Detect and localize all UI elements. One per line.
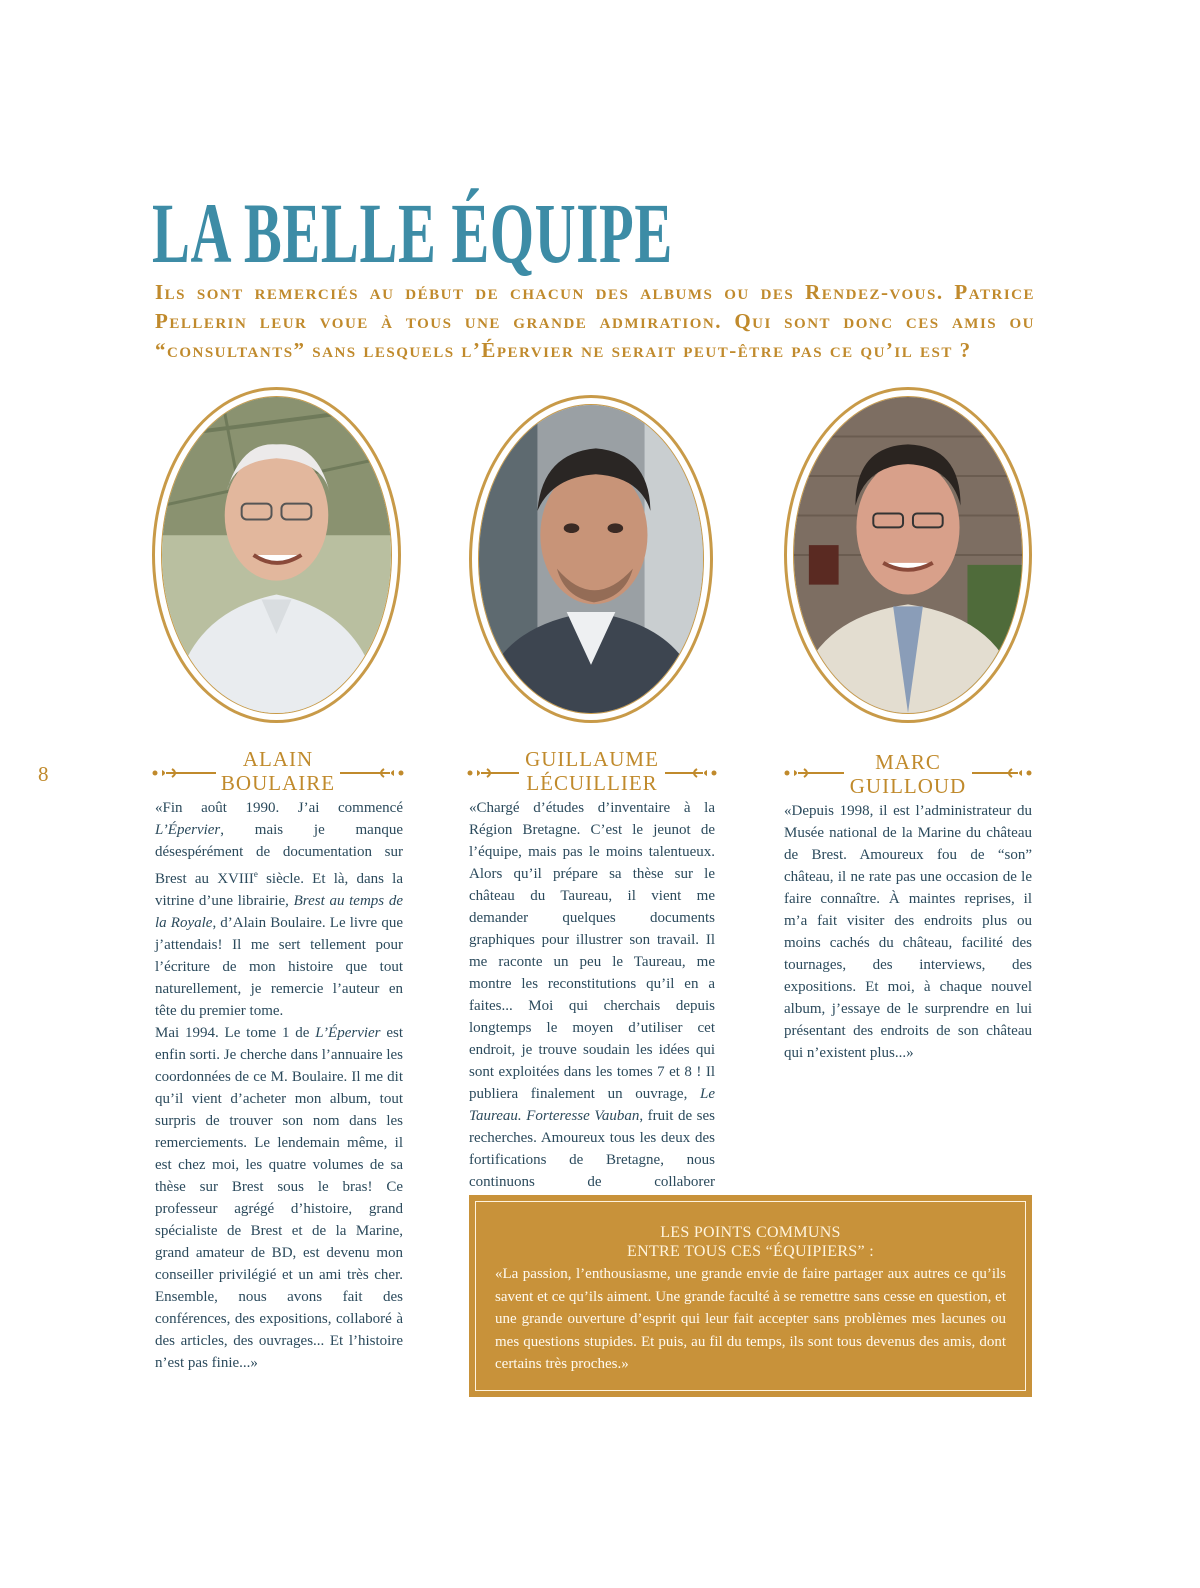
ornament-left-2 [467, 766, 519, 780]
quote-paragraph-1: «Fin août 1990. J’ai commencé L’Épervier, mais je manque désespérément de documentation sur Brest au XVIIIe siècle. Et là, dans la vitrine d’une librairie, Brest au temps de la Royale, d’Alain Boulaire. Le livre que j’attendais! Il me sert tellement pour l’écriture de mon histoire que tout naturellement, je remercie l’auteur en tête du premier tome. [155, 800, 403, 1019]
page-number: 8 [38, 762, 49, 786]
ornament-right-3 [972, 766, 1032, 780]
last-name: BOULAIRE [220, 771, 336, 795]
paragraph-marc-guilloud [784, 800, 1032, 1064]
portrait-alain-boulaire [152, 387, 401, 723]
portrait-marc-guilloud [784, 387, 1032, 723]
portrait-guillaume-lecuillier [469, 395, 713, 723]
last-name: GUILLOUD [849, 774, 967, 798]
ornament-left-3 [784, 766, 844, 780]
paragraph-guillaume-lecuillier [469, 797, 715, 1215]
first-name: MARC [875, 750, 941, 774]
ornament-right-1 [340, 766, 404, 780]
box-title: LES POINTS COMMUNS ENTRE TOUS CES “ÉQUIPIERS” : [627, 1224, 874, 1260]
ornament-right-2 [665, 766, 717, 780]
name-guillaume-lecuillier [518, 747, 666, 795]
box-text: «La passion, l’enthousiasme, une grande envie de faire partager aux autres ce qu’ils savent et ce qu’ils aiment. Une grande faculté à se remettre sans cesse en question, et une grande ouverture d’esprit qui leur fait accepter sans problèmes mes lacunes ou mes questions stupides. Et puis, au fil du temps, ils sont tous devenus des amis, dont certains très proches.» [495, 1266, 1006, 1372]
quote-paragraph: «Depuis 1998, il est l’administrateur du Musée national de la Marine du château de Brest. Amoureux fou de “son” château, il ne rate pas une occasion de le faire connaître. À maintes reprises, il m’a fait visiter des endroits plus ou moins cachés du château, facilité des tournages, des interviews, des expositions. Et moi, à chaque nouvel album, j’essaye de le surprendre en lui présentant des endroits de son château qui n’existent plus...» [784, 803, 1032, 1061]
photo-marc-guilloud [794, 397, 1022, 713]
common-points-box [469, 1195, 1032, 1397]
name-marc-guilloud [843, 750, 973, 798]
page-title: LA BELLE ÉQUIPE [152, 185, 673, 281]
ornament-left-1 [152, 766, 216, 780]
intro-text: Ils sont remerciés au début de chacun des albums ou des Rendez-vous. Patrice Pellerin leur voue à tous une grande admiration. Qui sont donc ces amis ou “consultants” sans lesquels l’Épervier ne serait peut-être pas ce qu’il est ? [155, 280, 1035, 362]
paragraph-alain-boulaire [155, 797, 403, 1374]
quote-paragraph-2: Mai 1994. Le tome 1 de L’Épervier est enfin sorti. Je cherche dans l’annuaire les coordonnées de ce M. Boulaire. Il me dit qu’il vient d’acheter mon album, tout surpris de trouver son nom dans les remerciements. Le lendemain même, il est chez moi, les quatre volumes de sa thèse sur Brest sous le bras! Ce professeur agrégé d’histoire, grand spécialiste de Brest et de la Marine, grand amateur de BD, est devenu mon conseiller privilégié et un ami très cher. Ensemble, nous avons fait des conférences, des expositions, collaboré à des articles, des ouvrages... Et l’histoire n’est pas finie...» [155, 1025, 403, 1371]
photo-guillaume-lecuillier [479, 405, 703, 713]
first-name: ALAIN [242, 747, 314, 771]
name-alain-boulaire [210, 747, 346, 795]
first-name: GUILLAUME [525, 747, 659, 771]
quote-paragraph: «Chargé d’études d’inventaire à la Région Bretagne. C’est le jeunot de l’équipe, mais pas le moins talentueux. Alors qu’il prépare sa thèse sur le château du Taureau, il vient me demander quelques documents graphiques pour illustrer son travail. Il me raconte un peu le Taureau, me montre les reconstitutions qu’il en a faites... Moi qui cherchais depuis longtemps le moyen d’utiliser cet endroit, je trouve soudain les idées qui sont exploitées dans les tomes 7 et 8 ! Il publiera finalement un ouvrage, Le Taureau. Forteresse Vauban, fruit de ses recherches. Amoureux tous les deux des fortifications de Bretagne, nous continuons de collaborer [469, 800, 715, 1190]
photo-alain-boulaire [162, 397, 391, 713]
last-name: LÉCUILLIER [526, 771, 658, 795]
